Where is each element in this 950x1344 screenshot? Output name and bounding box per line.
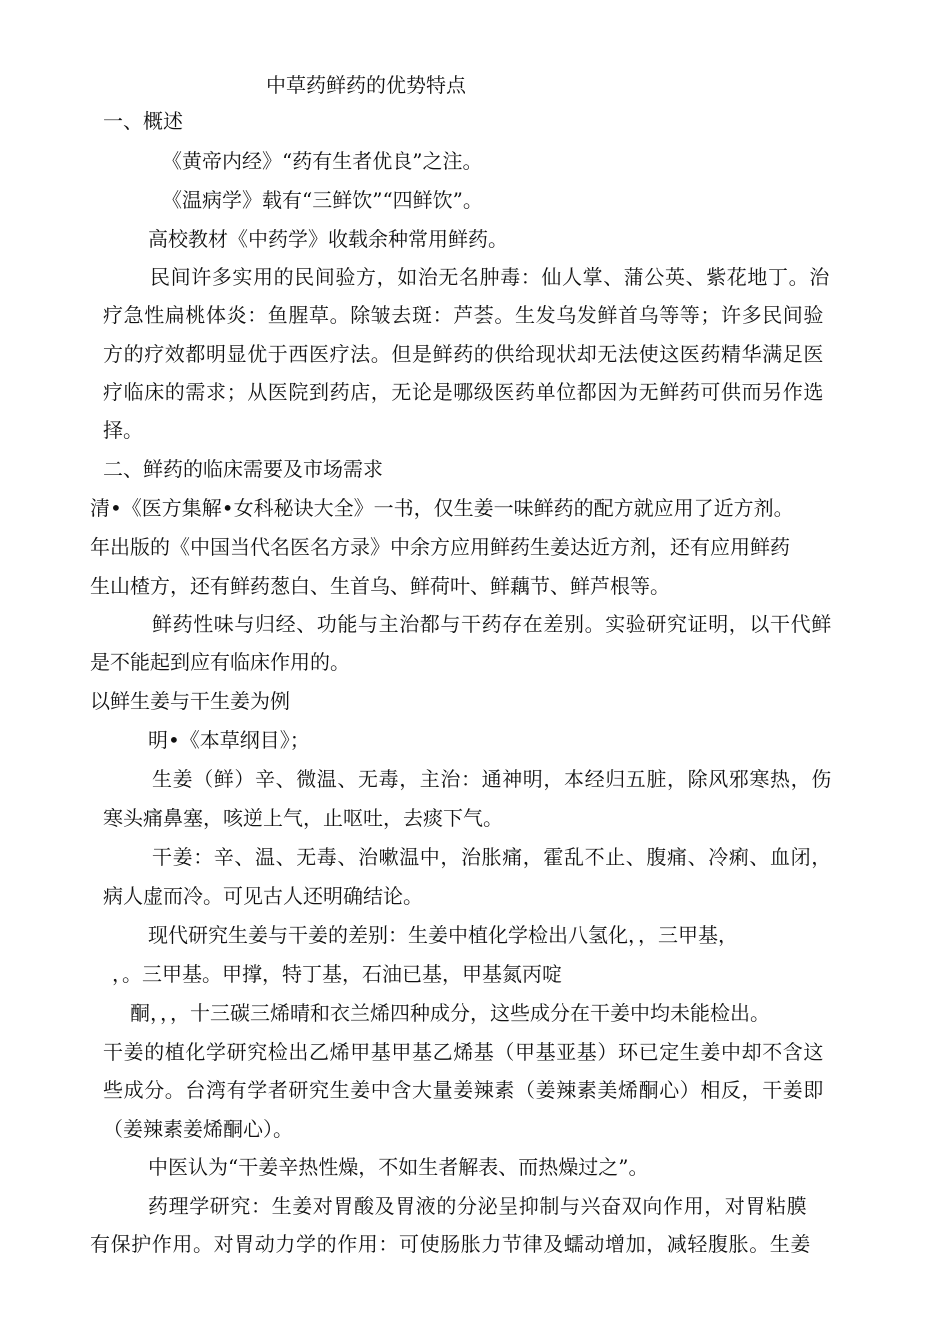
paragraph-line: 现代研究生姜与干姜的差别：生姜中植化学检出八氢化，，三甲基，: [148, 923, 738, 947]
section-heading-overview: 一、概述: [103, 109, 183, 133]
paragraph-line: 疗急性扁桃体炎：鱼腥草。除皱去斑：芦荟。生发乌发鲜首乌等等；许多民间验: [103, 303, 824, 327]
paragraph-line: 中医认为“干姜辛热性燥，不如生者解表、而热燥过之”。: [148, 1155, 649, 1179]
paragraph-line: 药理学研究：生姜对胃酸及胃液的分泌呈抑制与兴奋双向作用，对胃粘膜: [148, 1194, 808, 1218]
paragraph-line: 些成分。台湾有学者研究生姜中含大量姜辣素（姜辣素美烯酮心）相反，干姜即: [103, 1078, 824, 1102]
paragraph-line: ，。三甲基。甲撑，特丁基，石油已基，甲基氮丙啶: [112, 962, 562, 986]
paragraph-line: 以鲜生姜与干生姜为例: [90, 689, 290, 713]
paragraph-line: 干姜的植化学研究检出乙烯甲基甲基乙烯基（甲基亚基）环已定生姜中却不含这: [103, 1040, 824, 1064]
paragraph-line: 方的疗效都明显优于西医疗法。但是鲜药的供给现状却无法使这医药精华满足医: [103, 342, 824, 366]
paragraph-line: 生姜（鲜）辛、微温、无毒，主治：通神明，本经归五脏，除风邪寒热，伤: [152, 767, 832, 791]
section-heading-clinical-demand: 二、鲜药的临床需要及市场需求: [103, 457, 383, 481]
paragraph-line: 生山楂方，还有鲜药葱白、生首乌、鲜荷叶、鲜藕节、鲜芦根等。: [90, 574, 670, 598]
paragraph-line: 清•《医方集解•女科秘诀大全》一书，仅生姜一味鲜药的配方就应用了近方剂。: [90, 496, 794, 520]
paragraph-line: 酮，，，十三碳三烯晴和衣兰烯四种成分，这些成分在干姜中均未能检出。: [130, 1001, 770, 1025]
paragraph-line: 《黄帝内经》“药有生者优良”之注。: [162, 149, 483, 173]
paragraph-line: 寒头痛鼻塞，咳逆上气，止呕吐，去痰下气。: [103, 806, 503, 830]
paragraph-line: 《温病学》载有“三鲜饮”“四鲜饮”。: [162, 188, 483, 212]
document-title: 中草药鲜药的优势特点: [266, 73, 466, 97]
paragraph-line: 病人虚而冷。可见古人还明确结论。: [103, 884, 423, 908]
paragraph-line: 疗临床的需求；从医院到药店，无论是哪级医药单位都因为无鲜药可供而另作选: [103, 380, 824, 404]
paragraph-line: 择。: [103, 418, 143, 442]
paragraph-line: 有保护作用。对胃动力学的作用：可使肠胀力节律及蠕动增加，减轻腹胀。生姜: [90, 1232, 811, 1256]
paragraph-line: 鲜药性味与归经、功能与主治都与干药存在差别。实验研究证明，以干代鲜: [152, 612, 832, 636]
paragraph-line: 民间许多实用的民间验方，如治无名肿毒：仙人掌、蒲公英、紫花地丁。治: [150, 265, 830, 289]
paragraph-line: 明•《本草纲目》；: [148, 728, 310, 752]
paragraph-line: （姜辣素姜烯酮心）。: [103, 1117, 293, 1141]
paragraph-line: 年出版的《中国当代名医名方录》中余方应用鲜药生姜达近方剂，还有应用鲜药: [90, 535, 790, 559]
paragraph-line: 是不能起到应有临床作用的。: [90, 650, 350, 674]
paragraph-line: 高校教材《中药学》收载余种常用鲜药。: [148, 227, 508, 251]
paragraph-line: 干姜：辛、温、无毒、治嗽温中，治胀痛，霍乱不止、腹痛、冷痢、血闭，: [152, 845, 832, 869]
